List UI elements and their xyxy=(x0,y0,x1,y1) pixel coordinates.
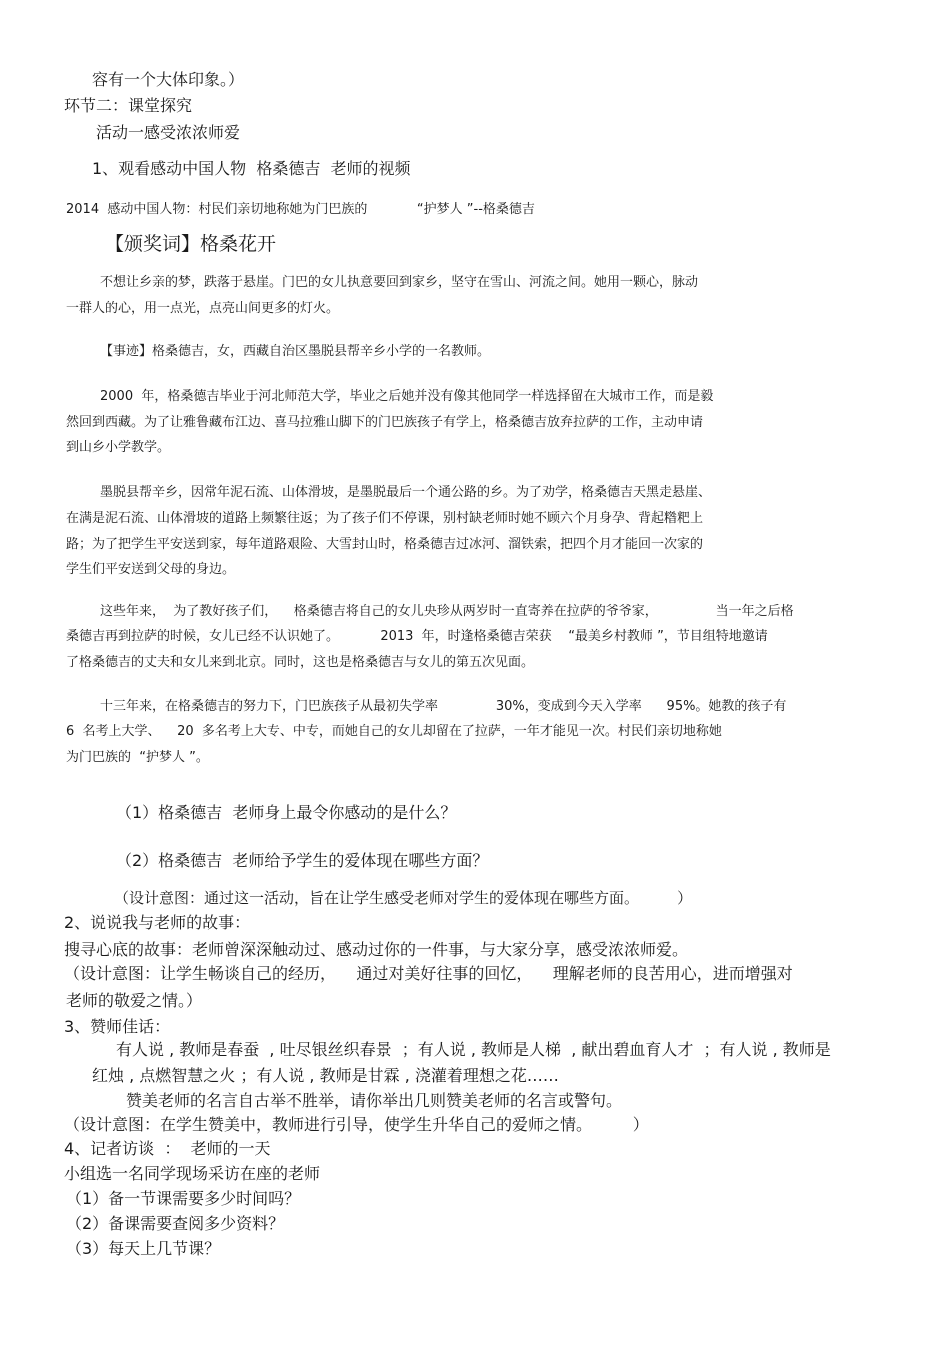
story-text-line: 路；为了把学生平安送到家，每年道路艰险、大雪封山时，格桑德吉过冰河、溜铁索，把四个月才能回一次家的 xyxy=(66,537,704,552)
video-caption: 2014 感动中国人物：村民们亲切地称她为门巴族的 “护梦人 ”--格桑德吉 xyxy=(66,202,535,217)
step-4-heading: 4、记者访谈 ： 老师的一天 xyxy=(64,1139,271,1158)
story-text-line: 墨脱县帮辛乡，因常年泥石流、山体滑坡，是墨脱最后一个通公路的乡。为了劝学，格桑德吉天黑走悬崖、 xyxy=(100,485,712,500)
praise-text-line: 红烛 , 点燃智慧之火 ；有人说 , 教师是甘霖 , 浇灌着理想之花…… xyxy=(92,1066,559,1085)
award-text-line: 一群人的心，用一点光，点亮山间更多的灯火。 xyxy=(66,301,340,316)
story-text-line: 桑德吉再到拉萨的时候，女儿已经不认识她了。 2013 年，时逢格桑德吉荣获 “最美乡村教师 ”，节目组特地邀请 xyxy=(66,629,768,644)
award-text-line: 不想让乡亲的梦，跌落于悬崖。门巴的女儿执意要回到家乡，坚守在雪山、河流之间。她用一颗心，脉动 xyxy=(100,275,699,290)
deeds-text-line: 【事迹】格桑德吉，女，西藏自治区墨脱县帮辛乡小学的一名教师。 xyxy=(100,344,491,359)
step-2-heading: 2、说说我与老师的故事： xyxy=(64,913,251,932)
story-text-line: 在满是泥石流、山体滑坡的道路上频繁往返；为了孩子们不停课，别村缺老师时她不顾六个月身孕、背起糌粑上 xyxy=(66,511,704,526)
design-intent-2: （设计意图：让学生畅谈自己的经历， 通过对美好往事的回忆， 理解老师的良苦用心，进而增强对 xyxy=(64,964,793,983)
story-text-line: 6 名考上大学、 20 多名考上大专、中专，而她自己的女儿却留在了拉萨，一年才能见一次。村民们亲切地称她 xyxy=(66,724,722,739)
story-text-line: 了格桑德吉的丈夫和女儿来到北京。同时，这也是格桑德吉与女儿的第五次见面。 xyxy=(66,655,535,670)
story-text-line: 这些年来， 为了教好孩子们， 格桑德吉将自己的女儿央珍从两岁时一直寄养在拉萨的爷爷家， 当一年之后格 xyxy=(100,604,794,619)
story-text-line: 然回到西藏。为了让雅鲁藏布江边、喜马拉雅山脚下的门巴族孩子有学上，格桑德吉放弃拉萨的工作，主动申请 xyxy=(66,415,704,430)
interview-question: （2）备课需要查阅多少资料？ xyxy=(66,1214,285,1233)
praise-text-line: 有人说 , 教师是春蚕 , 吐尽银丝织春景 ；有人说 , 教师是人梯 , 献出碧血育人才 ；有人说 , 教师是 xyxy=(116,1040,831,1059)
activity-title: 活动一感受浓浓师爱 xyxy=(96,123,241,142)
question-2: （2）格桑德吉 老师给予学生的爱体现在哪些方面？ xyxy=(116,851,489,870)
award-heading: 【颁奖词】格桑花开 xyxy=(105,233,277,255)
section-heading-2: 环节二：课堂探究 xyxy=(64,96,193,115)
story-text-line: 十三年来，在格桑德吉的努力下，门巴族孩子从最初失学率 30%，变成到今天入学率 95%。她教的孩子有 xyxy=(100,699,787,714)
story-text-line: 学生们平安送到父母的身边。 xyxy=(66,562,236,577)
praise-task: 赞美老师的名言自古举不胜举，请你举出几则赞美老师的名言或警句。 xyxy=(126,1091,623,1110)
text-line-intro-end: 容有一个大体印象。） xyxy=(92,70,245,89)
story-text-line: 为门巴族的 “护梦人 ”。 xyxy=(66,750,209,765)
interview-question: （1）备一节课需要多少时间吗？ xyxy=(66,1189,301,1208)
step-1-heading: 1、观看感动中国人物 格桑德吉 老师的视频 xyxy=(92,159,411,178)
design-intent-1: （设计意图：通过这一活动，旨在让学生感受老师对学生的爱体现在哪些方面。 ） xyxy=(114,889,693,907)
story-text-line: 2000 年，格桑德吉毕业于河北师范大学，毕业之后她并没有像其他同学一样选择留在大城市工作，而是毅 xyxy=(100,389,714,404)
interview-question: （3）每天上几节课？ xyxy=(66,1239,221,1258)
step-3-heading: 3、赞师佳话： xyxy=(64,1017,171,1036)
design-intent-2-cont: 老师的敬爱之情。） xyxy=(66,991,203,1010)
story-text-line: 到山乡小学教学。 xyxy=(66,440,171,455)
design-intent-3: （设计意图：在学生赞美中，教师进行引导，使学生升华自己的爱师之情。 ） xyxy=(64,1115,649,1134)
interview-text: 小组选一名同学现场采访在座的老师 xyxy=(64,1164,321,1183)
step-2-text: 搜寻心底的故事：老师曾深深触动过、感动过你的一件事，与大家分享，感受浓浓师爱。 xyxy=(64,940,689,959)
question-1: （1）格桑德吉 老师身上最令你感动的是什么？ xyxy=(116,803,457,822)
